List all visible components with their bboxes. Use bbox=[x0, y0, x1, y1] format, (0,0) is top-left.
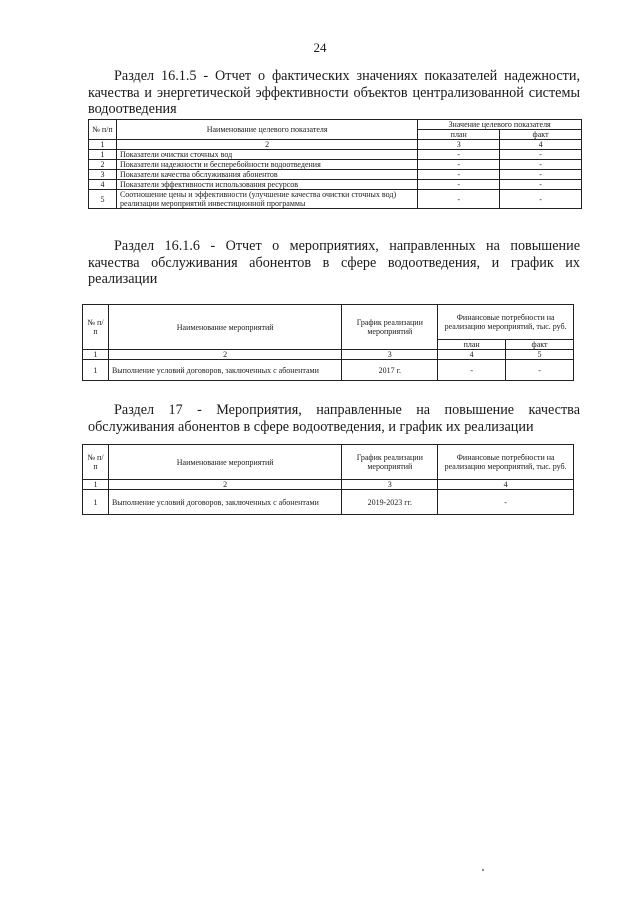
fact-value: - bbox=[500, 170, 582, 180]
col-header-indicator-name: Наименование целевого показателя bbox=[116, 120, 417, 140]
plan-value: - bbox=[438, 360, 506, 381]
section-16-1-5-heading-text: Раздел 16.1.5 - Отчет о фактических значениях показателей надежности, качества и энергетической эффективности объектов централизованной системы водоотведения bbox=[88, 68, 580, 117]
column-index: 4 bbox=[438, 350, 506, 360]
table-row bbox=[89, 160, 582, 170]
column-index: 5 bbox=[506, 350, 574, 360]
indicator-name: Соотношение цены и эффективности (улучшение качества очистки сточных вод) реализации мероприятий инвестиционной программы bbox=[116, 190, 417, 209]
section-16-1-5-heading bbox=[88, 68, 580, 118]
row-number: 2 bbox=[89, 160, 117, 170]
finance-value: - bbox=[438, 490, 574, 515]
col-header-schedule: График реализации мероприятий bbox=[342, 305, 438, 350]
fact-value: - bbox=[500, 180, 582, 190]
fact-value: - bbox=[500, 160, 582, 170]
measure-name: Выполнение условий договоров, заключенных с абонентами bbox=[108, 360, 341, 381]
column-index: 1 bbox=[83, 480, 109, 490]
table-row bbox=[89, 190, 582, 209]
col-header-financing: Финансовые потребности на реализацию мероприятий, тыс. руб. bbox=[438, 445, 574, 480]
col-header-schedule: График реализации мероприятий bbox=[342, 445, 438, 480]
column-index-row bbox=[83, 480, 574, 490]
column-index: 1 bbox=[83, 350, 109, 360]
table-row bbox=[89, 150, 582, 160]
col-header-measure-name: Наименование мероприятий bbox=[108, 445, 341, 480]
column-index: 4 bbox=[438, 480, 574, 490]
plan-value: - bbox=[418, 170, 500, 180]
indicators-table bbox=[88, 119, 582, 209]
row-number: 4 bbox=[89, 180, 117, 190]
scan-speck bbox=[482, 869, 484, 871]
column-index-row bbox=[83, 350, 574, 360]
column-index: 3 bbox=[342, 480, 438, 490]
plan-value: - bbox=[418, 150, 500, 160]
col-header-financing: Финансовые потребности на реализацию мероприятий, тыс. руб. bbox=[438, 305, 574, 340]
column-index: 2 bbox=[116, 140, 417, 150]
col-header-fact: факт bbox=[500, 130, 582, 140]
page-number: 24 bbox=[313, 40, 327, 55]
table-row bbox=[89, 180, 582, 190]
section-17-heading-text: Раздел 17 - Мероприятия, направленные на повышение качества обслуживания абонентов в сфере водоотведения, и график их реализации bbox=[88, 402, 580, 435]
plan-value: - bbox=[418, 160, 500, 170]
row-number: 3 bbox=[89, 170, 117, 180]
section-16-1-6-heading bbox=[88, 238, 580, 288]
column-index: 3 bbox=[342, 350, 438, 360]
column-index: 2 bbox=[108, 480, 341, 490]
schedule-value: 2017 г. bbox=[342, 360, 438, 381]
section-17-heading bbox=[88, 402, 580, 435]
col-header-number: № п/п bbox=[89, 120, 117, 140]
col-header-fact: факт bbox=[506, 340, 574, 350]
table-row bbox=[83, 490, 574, 515]
column-index: 2 bbox=[108, 350, 341, 360]
indicator-name: Показатели качества обслуживания абонентов bbox=[116, 170, 417, 180]
table-row bbox=[89, 170, 582, 180]
row-number: 1 bbox=[83, 360, 109, 381]
indicator-name: Показатели надежности и бесперебойности водоотведения bbox=[116, 160, 417, 170]
fact-value: - bbox=[500, 150, 582, 160]
table-row bbox=[83, 360, 574, 381]
indicator-name: Показатели эффективности использования ресурсов bbox=[116, 180, 417, 190]
plan-value: - bbox=[418, 180, 500, 190]
measures-table-17 bbox=[82, 444, 574, 515]
col-header-measure-name: Наименование мероприятий bbox=[108, 305, 341, 350]
measures-table-16-1-6 bbox=[82, 304, 574, 381]
row-number: 1 bbox=[83, 490, 109, 515]
plan-value: - bbox=[418, 190, 500, 209]
col-header-number: № п/п bbox=[83, 305, 109, 350]
col-header-plan: план bbox=[418, 130, 500, 140]
row-number: 1 bbox=[89, 150, 117, 160]
column-index: 3 bbox=[418, 140, 500, 150]
column-index: 1 bbox=[89, 140, 117, 150]
fact-value: - bbox=[500, 190, 582, 209]
measure-name: Выполнение условий договоров, заключенных с абонентами bbox=[108, 490, 341, 515]
col-header-plan: план bbox=[438, 340, 506, 350]
fact-value: - bbox=[506, 360, 574, 381]
schedule-value: 2019-2023 гг. bbox=[342, 490, 438, 515]
col-header-number: № п/п bbox=[83, 445, 109, 480]
column-index: 4 bbox=[500, 140, 582, 150]
section-16-1-6-heading-text: Раздел 16.1.6 - Отчет о мероприятиях, направленных на повышение качества обслуживания абонентов в сфере водоотведения, и график их реализации bbox=[88, 238, 580, 287]
col-header-indicator-value: Значение целевого показателя bbox=[418, 120, 582, 130]
indicator-name: Показатели очистки сточных вод bbox=[116, 150, 417, 160]
row-number: 5 bbox=[89, 190, 117, 209]
column-index-row bbox=[89, 140, 582, 150]
